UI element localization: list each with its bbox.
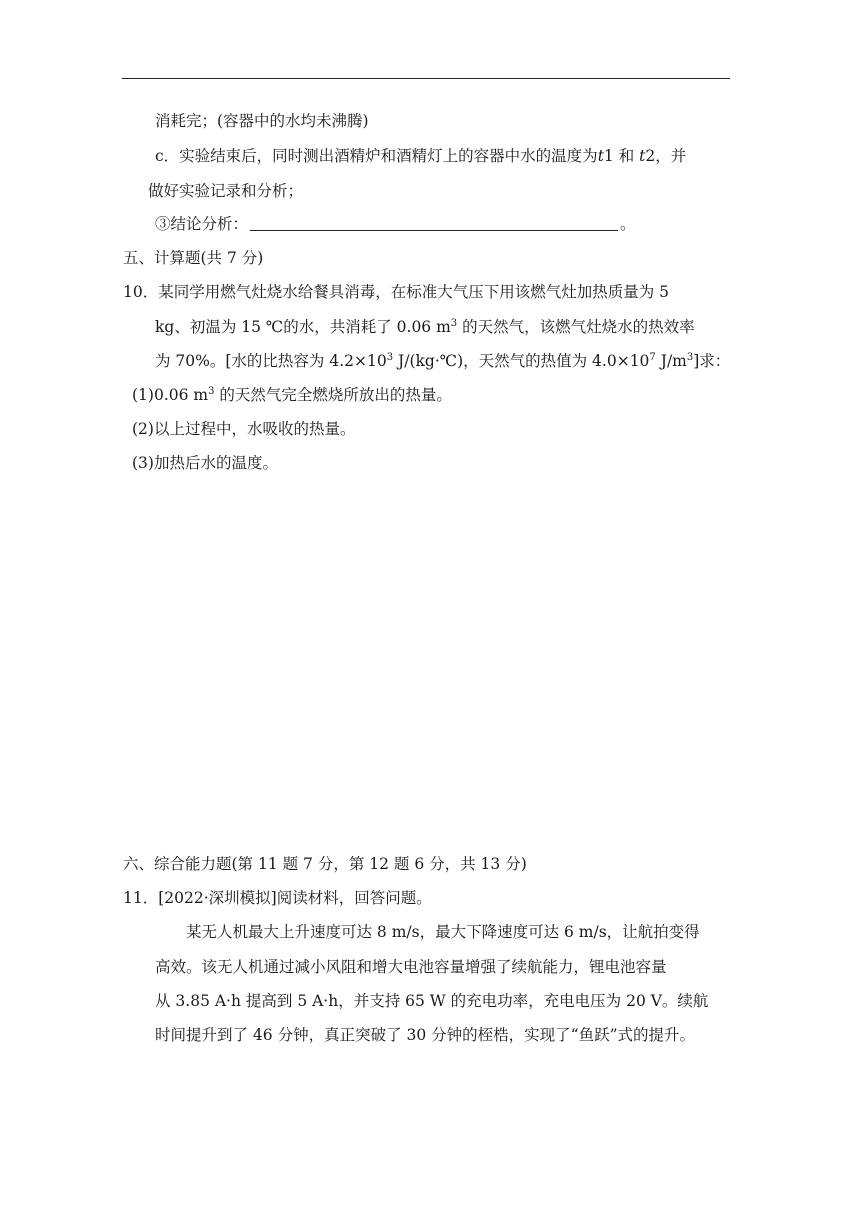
text-line: 做好实验记录和分析； [148,182,304,200]
text-line: kg、初温为 15 ℃的水，共消耗了 0.06 $m^3$ 的天然气，该燃气灶烧水的热效率 [155,318,695,336]
section-heading: 六、综合能力题(第 11 题 7 分，第 12 题 6 分，共 13 分) [123,855,527,873]
text-line: 消耗完；(容器中的水均未沸腾) [155,112,369,130]
answer-blank[interactable] [250,215,618,231]
sub-question: (3)加热后水的温度。 [132,454,278,472]
text-line: 时间提升到了 46 分钟，真正突破了 30 分钟的桎梏，实现了“鱼跃”式的提升。 [155,1026,696,1044]
question-11: 11．[2022·深圳模拟]阅读材料，回答问题。 [123,889,432,907]
answer-line: ③结论分析： 。 [155,215,636,233]
question-10: 10．某同学用燃气灶烧水给餐具消毒，在标准大气压下用该燃气灶加热质量为 5 [123,283,670,301]
text-line: 某无人机最大上升速度可达 8 m/s，最大下降速度可达 6 m/s，让航拍变得 [186,923,700,941]
header-rule [122,78,730,79]
text-line: 为 70%。[水的比热容为 $4.2\times 10^3$ J/(kg·℃)，天然气的热值为 $4.0\times 10^7$ $J/m^3$]求： [155,352,731,370]
text-line: c．实验结束后，同时测出酒精炉和酒精灯上的容器中水的温度为t1 和 t2，并 [155,147,687,165]
sub-question: (1)0.06 $m^3$ 的天然气完全燃烧所放出的热量。 [132,386,452,404]
text-line: 从 3.85 A·h 提高到 5 A·h，并支持 65 W 的充电功率，充电电压为 20 V。续航 [155,992,709,1010]
section-heading: 五、计算题(共 7 分) [123,249,264,267]
text-line: 高效。该无人机通过减小风阻和增大电池容量增强了续航能力，锂电池容量 [155,958,667,976]
sub-question: (2)以上过程中，水吸收的热量。 [132,420,356,438]
